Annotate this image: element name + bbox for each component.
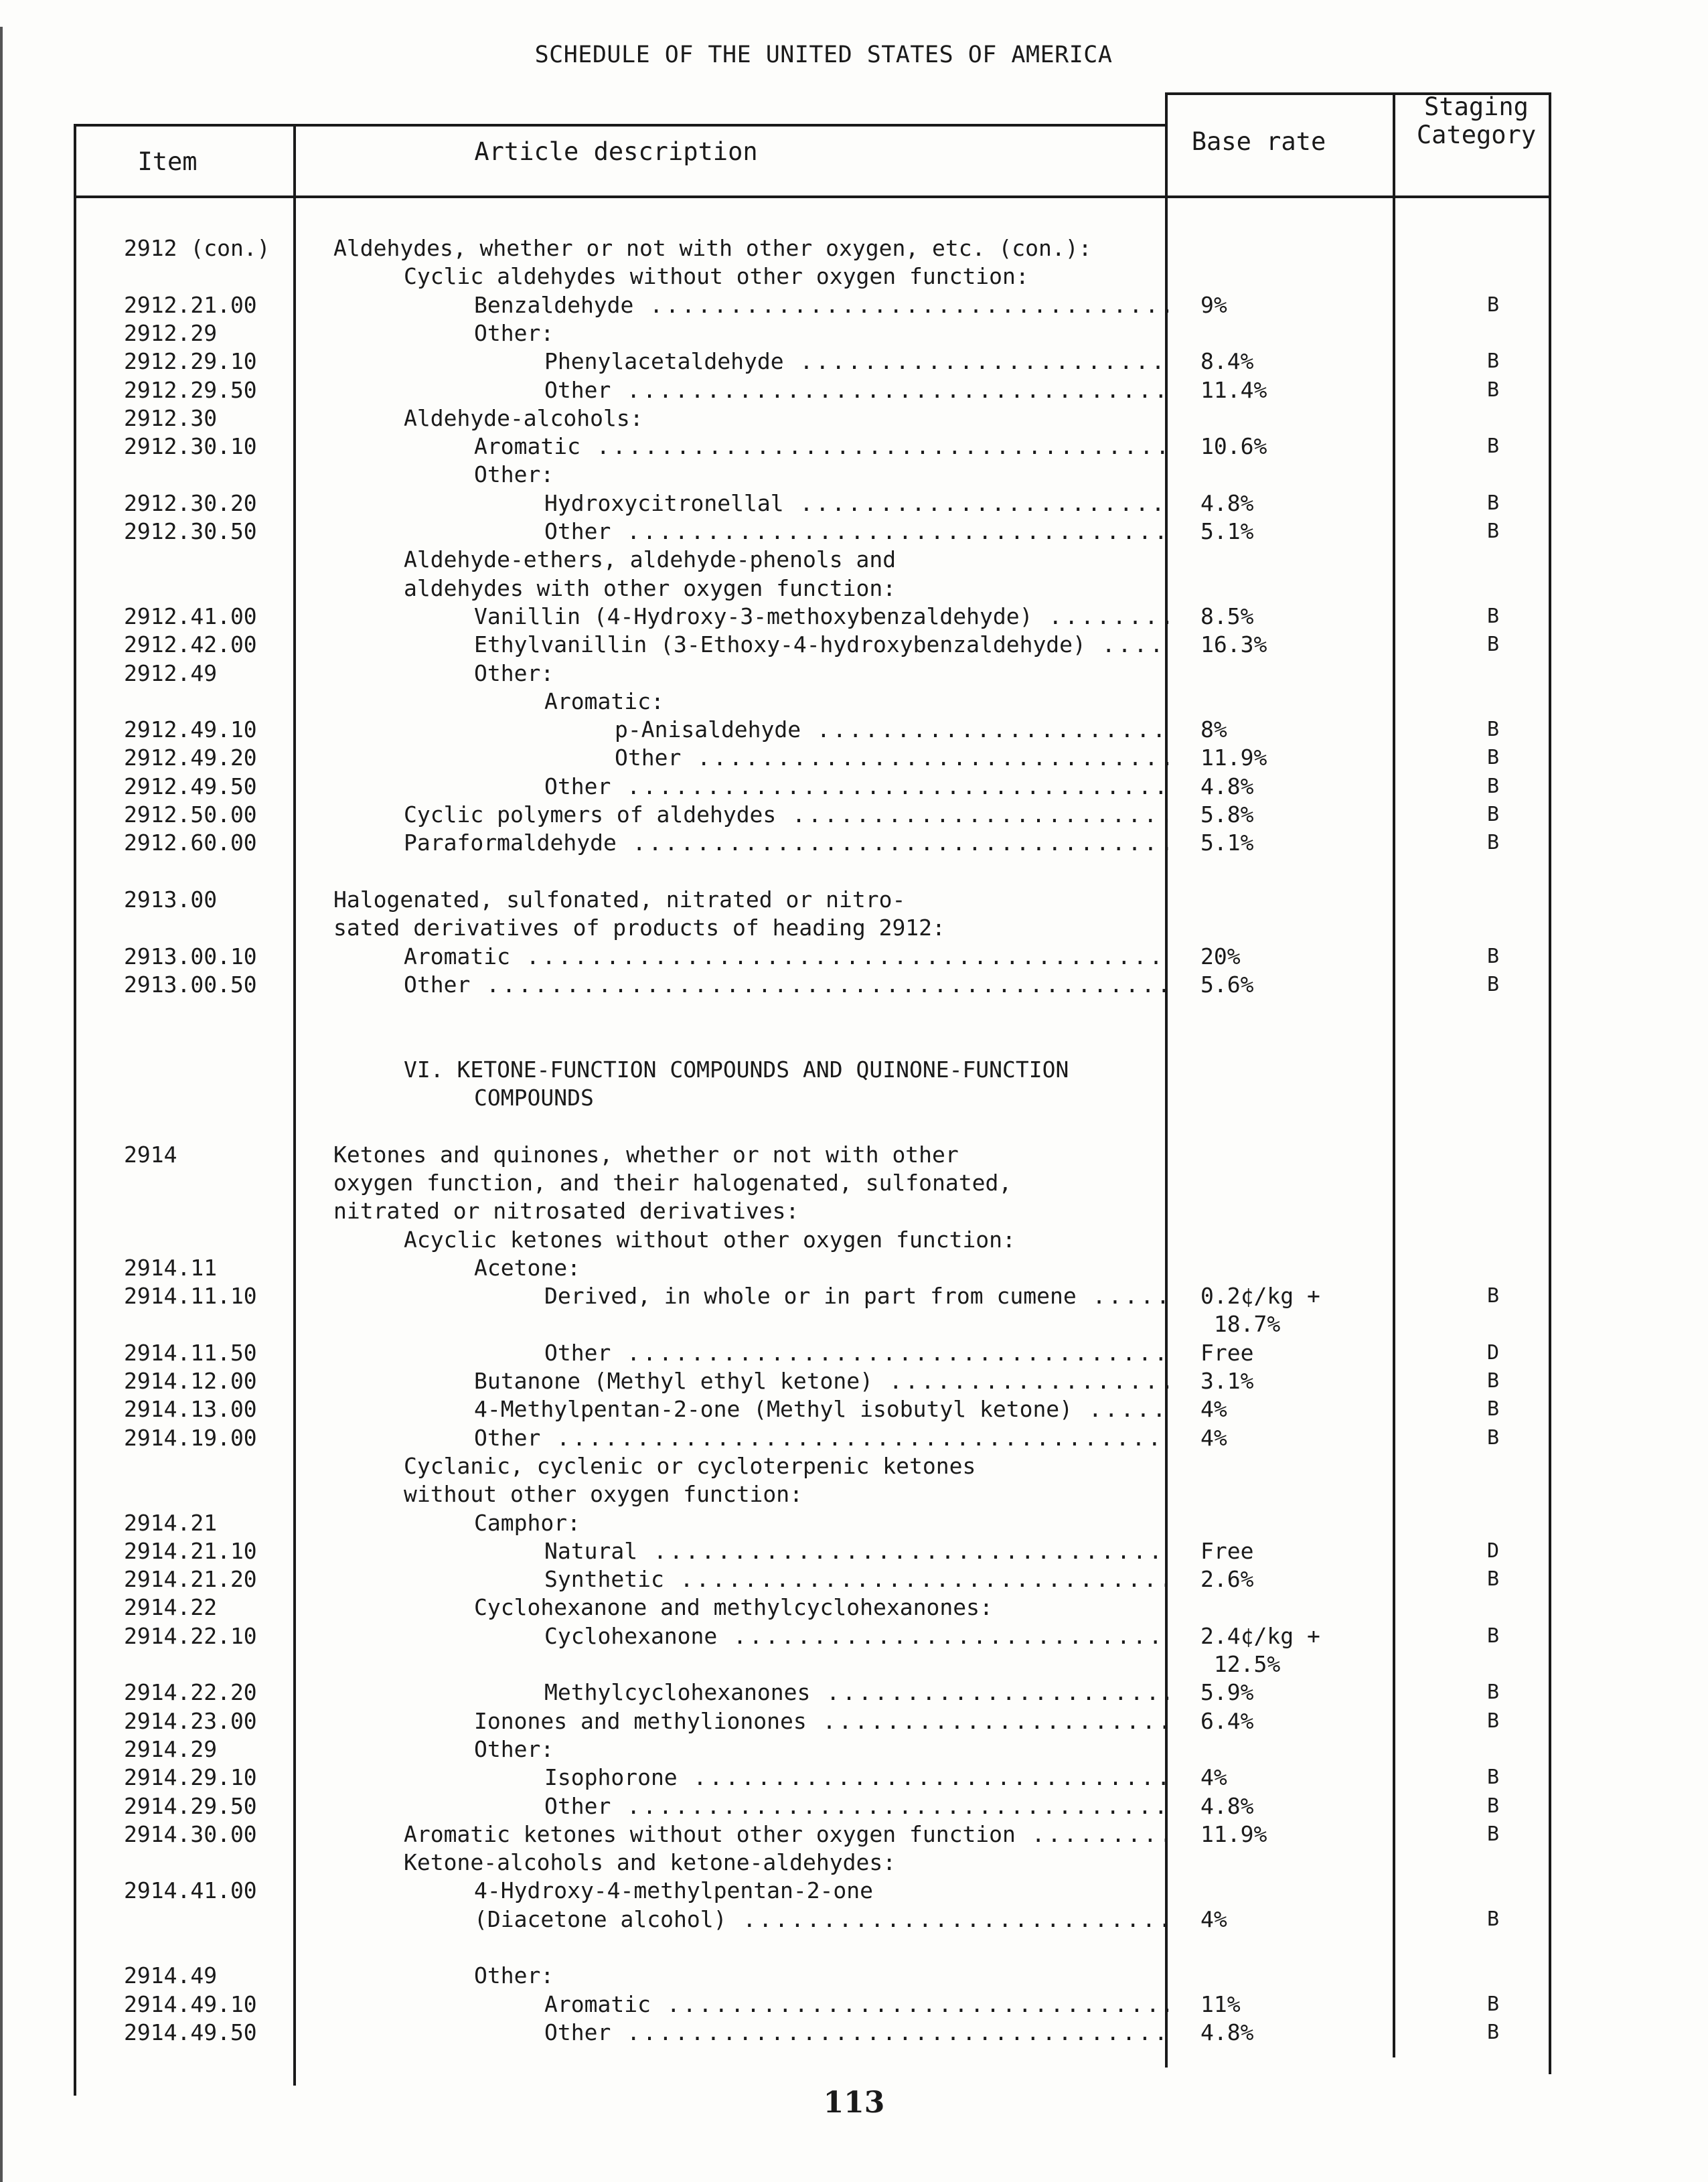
item-number: 2914.49.50	[124, 2019, 257, 2045]
article-description: Other .....	[544, 2019, 1168, 2047]
staging-category: B	[1486, 1907, 1500, 1931]
table-row	[0, 1141, 1647, 1169]
item-number: 2914.29	[124, 1735, 218, 1762]
base-rate: 5.6%	[1200, 971, 1254, 998]
article-description: without other oxygen function:	[404, 1481, 803, 1508]
article-description: Paraformaldehyde .....	[404, 829, 1168, 857]
article-description: Phenylacetaldehyde .....	[544, 347, 1168, 376]
table-row	[0, 1735, 1647, 1764]
staging-category: B	[1486, 1709, 1500, 1733]
staging-category: B	[1486, 831, 1500, 855]
article-description: Aromatic ketones without other oxygen function .....	[404, 1820, 1168, 1849]
table-row	[0, 574, 1647, 603]
base-rate: 5.1%	[1200, 518, 1254, 544]
table-row	[0, 1367, 1647, 1395]
table-row	[0, 1310, 1647, 1338]
page-title: SCHEDULE OF THE UNITED STATES OF AMERICA	[534, 42, 1113, 68]
article-description: nitrated or nitrosated derivatives:	[333, 1198, 799, 1225]
item-number: 2912.49.50	[124, 773, 257, 799]
table-row	[0, 773, 1647, 801]
table-row	[0, 546, 1647, 574]
table-row	[0, 1849, 1647, 1877]
table-row	[0, 1934, 1647, 1962]
table-row	[0, 1339, 1647, 1367]
article-description: Other:	[474, 1735, 554, 1762]
table-row	[0, 1679, 1647, 1707]
table-row	[0, 1509, 1647, 1537]
base-rate: 3.1%	[1200, 1368, 1254, 1394]
base-rate: 0.2¢/kg +	[1200, 1283, 1320, 1310]
item-number: 2912.30.20	[124, 489, 257, 516]
staging-category: D	[1486, 1539, 1500, 1563]
table-row	[0, 1169, 1647, 1197]
table-row	[0, 1905, 1647, 1934]
item-number: 2912.29.10	[124, 348, 257, 375]
item-number: 2914.13.00	[124, 1396, 257, 1423]
staging-category: B	[1486, 1794, 1500, 1818]
table-row	[0, 1480, 1647, 1508]
table-row	[0, 716, 1647, 744]
table-row	[0, 291, 1647, 319]
item-number: 2914.22.10	[124, 1622, 257, 1649]
staging-category: B	[1486, 774, 1500, 798]
article-description: Acyclic ketones without other oxygen function:	[404, 1226, 1016, 1253]
article-description: Vanillin (4-Hydroxy-3-methoxybenzaldehyde) .....	[474, 603, 1168, 631]
article-description: Other .....	[544, 376, 1168, 404]
base-rate: 16.3%	[1200, 631, 1267, 658]
table-row	[0, 1820, 1647, 1849]
article-description: VI. KETONE-FUNCTION COMPOUNDS AND QUINONE-FUNCTION	[404, 1056, 1069, 1083]
item-number: 2914.49.10	[124, 1991, 257, 2017]
article-description: Aldehydes, whether or not with other oxygen, etc. (con.):	[333, 235, 1092, 261]
table-row	[0, 1084, 1647, 1112]
article-description: Other .....	[544, 1339, 1168, 1367]
article-description: Aldehyde-alcohols:	[404, 404, 643, 431]
table-row	[0, 347, 1647, 376]
item-number: 2914.11	[124, 1254, 218, 1281]
table-row	[0, 943, 1647, 971]
base-rate: 4.8%	[1200, 1792, 1254, 1819]
article-description: Other .....	[474, 1424, 1168, 1452]
table-row	[0, 659, 1647, 688]
item-number: 2914.12.00	[124, 1368, 257, 1394]
table-row	[0, 1452, 1647, 1480]
base-rate: 11.9%	[1200, 745, 1267, 771]
item-number: 2914.22	[124, 1594, 218, 1621]
article-description: Aromatic .....	[404, 943, 1168, 971]
item-number: 2914.19.00	[124, 1424, 257, 1451]
table-row	[0, 631, 1647, 659]
article-description: Camphor:	[474, 1509, 580, 1536]
base-rate: 2.4¢/kg +	[1200, 1622, 1320, 1649]
table-row	[0, 376, 1647, 404]
base-rate: 4%	[1200, 1396, 1227, 1423]
item-number: 2913.00.50	[124, 971, 257, 998]
article-description: Cyclic aldehydes without other oxygen function:	[404, 263, 1029, 290]
base-rate: 5.8%	[1200, 801, 1254, 828]
table-row	[0, 1282, 1647, 1310]
item-number: 2912.50.00	[124, 801, 257, 828]
staging-category: B	[1486, 944, 1500, 968]
table-row	[0, 1991, 1647, 2019]
column-header-description: Article description	[474, 137, 758, 166]
column-header-item: Item	[137, 147, 198, 176]
table-row	[0, 1650, 1647, 1679]
item-number: 2914.30.00	[124, 1820, 257, 1847]
staging-category: B	[1486, 491, 1500, 515]
article-description: Butanone (Methyl ethyl ketone) .....	[474, 1367, 1168, 1395]
table-row	[0, 1792, 1647, 1820]
column-header-base-rate: Base rate	[1191, 127, 1326, 156]
table-row	[0, 1622, 1647, 1650]
item-number: 2912.49.20	[124, 745, 257, 771]
article-description: p-Anisaldehyde .....	[615, 716, 1168, 744]
table-row	[0, 1226, 1647, 1254]
article-description: Other .....	[544, 1792, 1168, 1820]
staging-category: B	[1486, 1992, 1500, 2016]
staging-category: B	[1486, 1624, 1500, 1648]
table-row	[0, 1027, 1647, 1055]
staging-category: B	[1486, 972, 1500, 996]
table-row	[0, 234, 1647, 262]
table-row	[0, 1254, 1647, 1282]
table-row	[0, 1197, 1647, 1225]
table-row	[0, 1424, 1647, 1452]
base-rate: 4%	[1200, 1764, 1227, 1791]
article-description: Isophorone .....	[544, 1764, 1168, 1792]
table-row	[0, 603, 1647, 631]
item-number: 2912.29	[124, 319, 218, 346]
item-number: 2914.23.00	[124, 1707, 257, 1734]
column-header-staging-line2: Category	[1416, 121, 1537, 149]
article-description: Derived, in whole or in part from cumene .....	[544, 1282, 1168, 1310]
article-description: Aromatic .....	[474, 433, 1168, 461]
table-row	[0, 1112, 1647, 1140]
item-number: 2914.21.10	[124, 1537, 257, 1564]
article-description: Cyclohexanone and methylcyclohexanones:	[474, 1594, 993, 1621]
base-rate: 4%	[1200, 1424, 1227, 1451]
staging-category: D	[1486, 1340, 1500, 1365]
article-description: Natural .....	[544, 1537, 1168, 1565]
item-number: 2914.22.20	[124, 1679, 257, 1706]
article-description: Other:	[474, 659, 554, 686]
article-description: Halogenated, sulfonated, nitrated or nitro-	[333, 886, 906, 913]
article-description: 4-Hydroxy-4-methylpentan-2-one	[474, 1877, 874, 1904]
table-row	[0, 1962, 1647, 1990]
item-number: 2912.42.00	[124, 631, 257, 658]
base-rate: 11.9%	[1200, 1820, 1267, 1847]
staging-category: B	[1486, 1369, 1500, 1393]
table-row	[0, 1537, 1647, 1565]
staging-category: B	[1486, 378, 1500, 402]
staging-category: B	[1486, 1397, 1500, 1421]
table-row	[0, 404, 1647, 433]
table-row	[0, 914, 1647, 942]
staging-category: B	[1486, 746, 1500, 770]
article-description: Ethylvanillin (3-Ethoxy-4-hydroxybenzaldehyde) .....	[474, 631, 1168, 659]
table-row	[0, 1593, 1647, 1622]
item-number: 2914.21.20	[124, 1566, 257, 1593]
item-number: 2913.00	[124, 886, 218, 913]
staging-category: B	[1486, 293, 1500, 317]
item-number: 2912.21.00	[124, 291, 257, 318]
base-rate: 4.8%	[1200, 2019, 1254, 2045]
staging-category: B	[1486, 435, 1500, 459]
table-row	[0, 1707, 1647, 1735]
article-description: Cyclanic, cyclenic or cycloterpenic ketones	[404, 1452, 976, 1479]
table-row	[0, 688, 1647, 716]
article-description: Aromatic:	[544, 688, 664, 714]
staging-category: B	[1486, 803, 1500, 826]
staging-category: B	[1486, 718, 1500, 742]
item-number: 2912.41.00	[124, 603, 257, 629]
article-description: Other .....	[544, 773, 1168, 801]
page-number: 113	[823, 2086, 885, 2120]
base-rate: 12.5%	[1200, 1651, 1281, 1677]
article-description: Other:	[474, 319, 554, 346]
header-top-rule	[74, 124, 1165, 127]
staging-category: B	[1486, 520, 1500, 543]
base-rate: 8%	[1200, 716, 1227, 743]
table-row	[0, 1565, 1647, 1593]
article-description: Methylcyclohexanones .....	[544, 1679, 1168, 1707]
staging-category: B	[1486, 1822, 1500, 1846]
table-row	[0, 433, 1647, 461]
table-row	[0, 1056, 1647, 1084]
staging-category: B	[1486, 1425, 1500, 1450]
item-number: 2912.30	[124, 404, 218, 431]
base-rate: 8.5%	[1200, 603, 1254, 629]
item-number: 2914.11.10	[124, 1283, 257, 1310]
article-description: Other .....	[404, 971, 1168, 999]
table-row	[0, 1764, 1647, 1792]
item-number: 2914.49	[124, 1962, 218, 1989]
base-rate: 6.4%	[1200, 1707, 1254, 1734]
item-number: 2914.11.50	[124, 1339, 257, 1366]
staging-category: B	[1486, 2020, 1500, 2044]
item-number: 2914.21	[124, 1509, 218, 1536]
staging-category: B	[1486, 1766, 1500, 1790]
item-number: 2914.29.50	[124, 1792, 257, 1819]
base-rate: 8.4%	[1200, 348, 1254, 375]
article-description: Ketone-alcohols and ketone-aldehydes:	[404, 1849, 897, 1876]
table-row	[0, 801, 1647, 829]
item-number: 2912 (con.)	[124, 235, 270, 261]
base-rate: Free	[1200, 1339, 1254, 1366]
article-description: oxygen function, and their halogenated, sulfonated,	[333, 1169, 1012, 1196]
item-number: 2912.30.50	[124, 518, 257, 544]
table-row	[0, 2019, 1647, 2047]
article-description: Other:	[474, 1962, 554, 1989]
base-rate: 11%	[1200, 1991, 1241, 2017]
table-row	[0, 262, 1647, 291]
table-row	[0, 319, 1647, 347]
column-header-staging-line1: Staging	[1424, 92, 1529, 121]
item-number: 2914	[124, 1141, 177, 1168]
base-rate: 9%	[1200, 291, 1227, 318]
staging-category: B	[1486, 604, 1500, 628]
table-row	[0, 971, 1647, 999]
base-rate: 4%	[1200, 1905, 1227, 1932]
article-description: (Diacetone alcohol) .....	[474, 1905, 1168, 1934]
article-description: COMPOUNDS	[474, 1085, 594, 1111]
item-number: 2912.30.10	[124, 433, 257, 460]
base-rate: 5.9%	[1200, 1679, 1254, 1706]
base-rate: 20%	[1200, 943, 1241, 969]
staging-category: B	[1486, 1681, 1500, 1705]
staging-category: B	[1486, 1567, 1500, 1591]
base-rate: 18.7%	[1200, 1311, 1281, 1338]
base-rate: 4.8%	[1200, 489, 1254, 516]
table-row	[0, 1877, 1647, 1905]
article-description: Benzaldehyde .....	[474, 291, 1168, 319]
article-description: Acetone:	[474, 1254, 580, 1281]
article-description: Hydroxycitronellal .....	[544, 489, 1168, 518]
table-row	[0, 829, 1647, 857]
item-number: 2912.29.50	[124, 376, 257, 403]
article-description: Aromatic .....	[544, 1991, 1168, 2019]
article-description: Other .....	[544, 518, 1168, 546]
article-description: Cyclohexanone .....	[544, 1622, 1168, 1650]
staging-category: B	[1486, 349, 1500, 374]
item-number: 2914.41.00	[124, 1877, 257, 1904]
table-row	[0, 858, 1647, 886]
table-row	[0, 999, 1647, 1027]
base-rate: 5.1%	[1200, 830, 1254, 856]
table-row	[0, 518, 1647, 546]
base-rate: 11.4%	[1200, 376, 1267, 403]
base-rate: 2.6%	[1200, 1566, 1254, 1593]
article-description: Synthetic .....	[544, 1565, 1168, 1593]
article-description: sated derivatives of products of heading 2912:	[333, 915, 945, 941]
staging-category: B	[1486, 633, 1500, 657]
staging-category: B	[1486, 1284, 1500, 1308]
article-description: 4-Methylpentan-2-one (Methyl isobutyl ketone) .....	[474, 1395, 1168, 1423]
item-number: 2912.49	[124, 659, 218, 686]
article-description: aldehydes with other oxygen function:	[404, 574, 897, 601]
article-description: Other:	[474, 461, 554, 488]
table-row	[0, 886, 1647, 914]
item-number: 2912.49.10	[124, 716, 257, 743]
article-description: Other .....	[615, 744, 1168, 772]
base-rate: 4.8%	[1200, 773, 1254, 799]
table-row	[0, 1395, 1647, 1423]
article-description: Aldehyde-ethers, aldehyde-phenols and	[404, 546, 897, 573]
table-row	[0, 461, 1647, 489]
article-description: Ionones and methylionones .....	[474, 1707, 1168, 1735]
article-description: Ketones and quinones, whether or not with other	[333, 1141, 959, 1168]
item-number: 2912.60.00	[124, 830, 257, 856]
table-row	[0, 744, 1647, 772]
table-row	[0, 489, 1647, 518]
item-number: 2914.29.10	[124, 1764, 257, 1791]
article-description: Cyclic polymers of aldehydes .....	[404, 801, 1168, 829]
base-rate: 10.6%	[1200, 433, 1267, 460]
item-number: 2913.00.10	[124, 943, 257, 969]
base-rate: Free	[1200, 1537, 1254, 1564]
